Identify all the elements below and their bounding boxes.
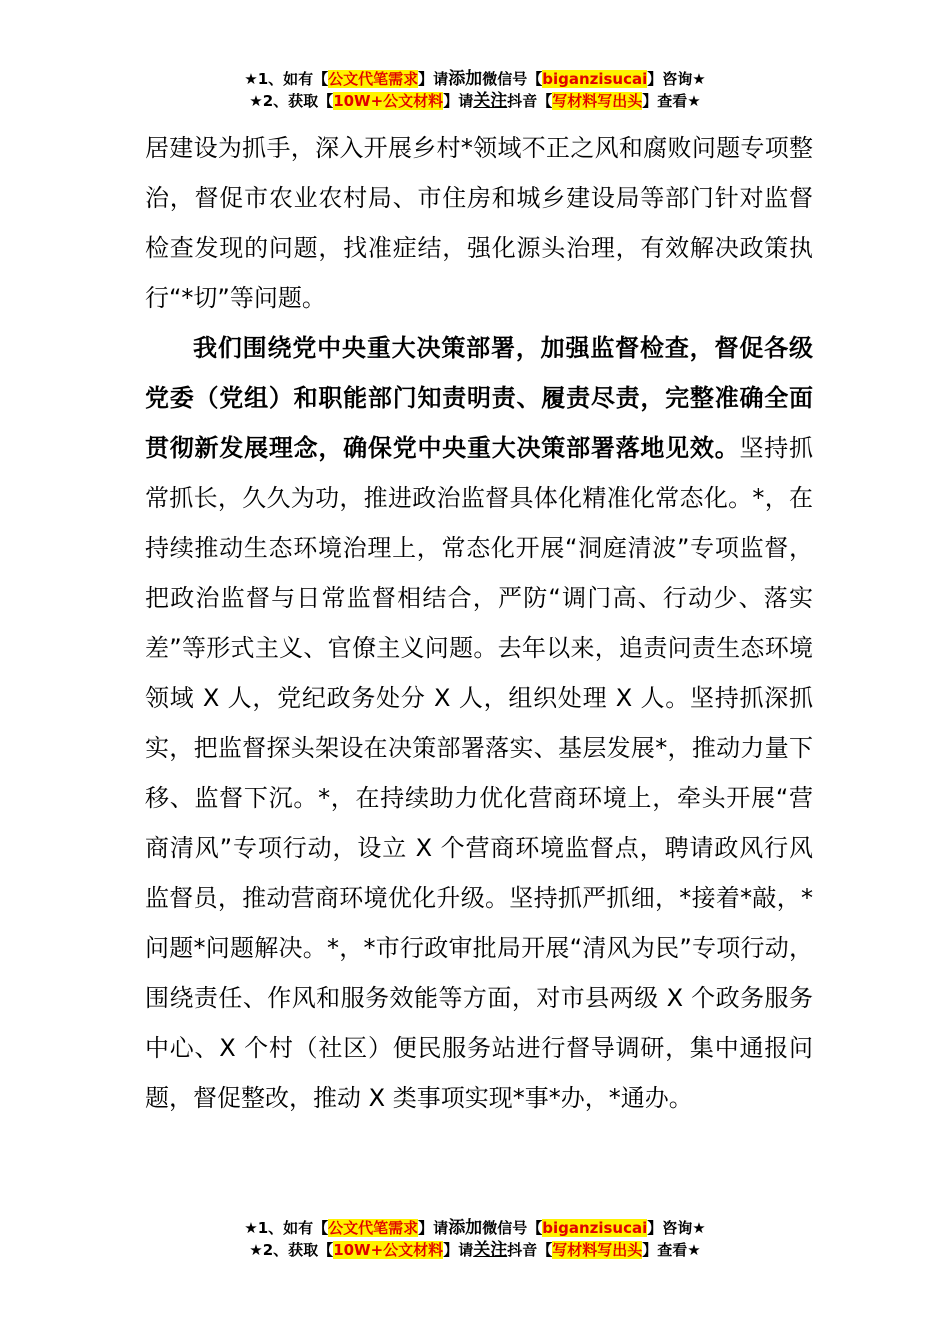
footer-line-1-add: 添加 [448, 1218, 483, 1238]
document-body [145, 123, 813, 1123]
header-line-1-wechat-label: 微信号【 [482, 70, 543, 88]
header-wechat-id: biganzisucai [542, 70, 648, 88]
header-line-2-suffix: 】查看★ [642, 92, 701, 110]
header-line-1-add: 添加 [448, 69, 483, 89]
header-highlight-service: 公文代笔需求 [328, 70, 419, 88]
header-line-2 [0, 90, 950, 112]
footer-line-1-prefix: ★1、如有【 [244, 1219, 329, 1237]
header-line-1 [0, 68, 950, 90]
footer-line-2-douyin-label: 抖音【 [507, 1241, 553, 1259]
header-line-1-text: 】请 [418, 70, 449, 88]
header-line-2-douyin-label: 抖音【 [507, 92, 553, 110]
footer-highlight-service: 公文代笔需求 [328, 1219, 419, 1237]
footer-douyin-account: 写材料写出头 [552, 1241, 643, 1259]
footer-line-2 [0, 1239, 950, 1261]
header-line-1-suffix: 】咨询★ [647, 70, 706, 88]
footer-line-1-wechat-label: 微信号【 [482, 1219, 543, 1237]
paragraph-2 [145, 323, 813, 1123]
paragraph-2-lead: 我们围绕党中央重大决策部署，加强监督检查，督促各级党委（党组）和职能部门知责明责、履责尽责，完整准确全面贯彻新发展理念，确保党中央重大决策部署落地见效。 [145, 334, 813, 462]
paragraph-2-body: 坚持抓常抓长，久久为功，推进政治监督具体化精准化常态化。*，在持续推动生态环境治理上，常态化开展“洞庭清波”专项监督，把政治监督与日常监督相结合，严防“调门高、行动少、落实差”等形式主义、官僚主义问题。去年以来，追责问责生态环境领域 X 人，党纪政务处分 X 人，组织处理 X 人。坚持抓深抓实，把监督探头架设在决策部署落实、基层发展*，推动力量下移、监督下沉。*，在持续助力优化营商环境上，牵头开展“营商清风”专项行动，设立 X 个营商环境监督点，聘请政风行风监督员，推动营商环境优化升级。坚持抓严抓细，*接着*敲，*问题*问题解决。*，*市行政审批局开展“清风为民”专项行动，围绕责任、作风和服务效能等方面，对市县两级 X 个政务服务中心、X 个村（社区）便民服务站进行督导调研，集中通报问题，督促整改，推动 X 类事项实现*事*办，*通办。 [145, 434, 814, 1112]
footer-line-2-follow: 关注 [473, 1240, 508, 1260]
footer-line-1 [0, 1217, 950, 1239]
footer-line-2-text: 】请 [443, 1241, 474, 1259]
footer-line-2-suffix: 】查看★ [642, 1241, 701, 1259]
header-line-1-prefix: ★1、如有【 [244, 70, 329, 88]
header-highlight-materials: 10W+公文材料 [333, 92, 444, 110]
footer-highlight-materials: 10W+公文材料 [333, 1241, 444, 1259]
footer-wechat-id: biganzisucai [542, 1219, 648, 1237]
header-douyin-account: 写材料写出头 [552, 92, 643, 110]
footer-line-2-prefix: ★2、获取【 [249, 1241, 334, 1259]
footer-line-1-suffix: 】咨询★ [647, 1219, 706, 1237]
header-line-2-follow: 关注 [473, 91, 508, 111]
paragraph-1: 居建设为抓手，深入开展乡村*领域不正之风和腐败问题专项整治，督促市农业农村局、市住房和城乡建设局等部门针对监督检查发现的问题，找准症结，强化源头治理，有效解决政策执行“*切”等问题。 [145, 134, 813, 312]
footer-banner [0, 1217, 950, 1261]
header-line-2-prefix: ★2、获取【 [249, 92, 334, 110]
footer-line-1-text: 】请 [418, 1219, 449, 1237]
header-banner [0, 68, 950, 112]
header-line-2-text: 】请 [443, 92, 474, 110]
